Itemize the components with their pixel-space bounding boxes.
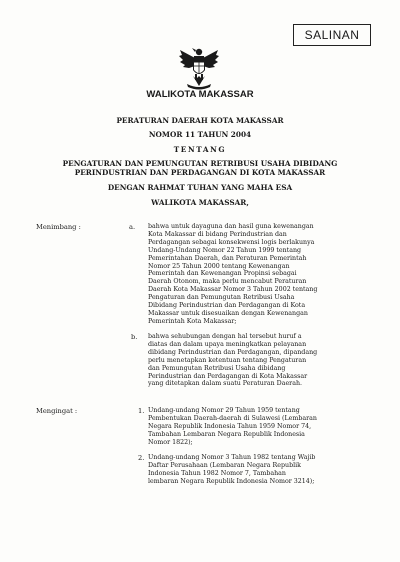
about-heading: TENTANG: [173, 145, 227, 154]
menimbang-b-text: bahwa sehubungan dengan hal tersebut huruf a diatas dan dalam upaya meningkatkan pelayanan dibidang Perindustrian dan Perdagangan, dipandang perlu menetapkan ketentuan tentang Pengaturan dan Pemungutan Retribusi Usaha dibidang Perindustrian dan Perdagangan di Kota Makassar yang ditetapkan dalam suatu Peraturan Daerah.: [148, 333, 318, 388]
grace-line: DENGAN RAHMAT TUHAN YANG MAHA ESA: [107, 183, 293, 192]
regulation-number: NOMOR 11 TAHUN 2004: [148, 130, 252, 139]
mengingat-2-text: Undang-undang Nomor 3 Tahun 1982 tentang Wajib Daftar Perusahaan (Lembaran Negara Republik Indonesia Tahun 1982 Nomor 7, Tambahan lembaran Negara Republik Indonesia Nomor 3214);: [148, 454, 316, 485]
regulation-title: PERATURAN DAERAH KOTA MAKASSAR: [116, 116, 284, 125]
subject-line-1: PENGATURAN DAN PEMUNGUTAN RETRIBUSI USAHA DIBIDANG: [62, 159, 338, 168]
mengingat-label: Mengingat :: [36, 407, 78, 415]
subject-line-2: PERINDUSTRIAN DAN PERDAGANGAN DI KOTA MAKASSAR: [74, 168, 326, 177]
menimbang-label: Menimbang :: [36, 223, 81, 231]
regent-line: WALIKOTA MAKASSAR,: [151, 198, 249, 207]
mengingat-1-text: Undang-undang Nomor 29 Tahun 1959 tentang Pembentukan Daerah-daerah di Sulawesi (Lembaran Negara Republik Indonesia Tahun 1959 Nomor 74, Tambahan Lembaran Negara Republik Indonesia Nomor 1822);: [148, 407, 317, 446]
menimbang-a-text: bahwa untuk dayaguna dan hasil guna kewenangan Kota Makassar di bidang Perindustrian dan Perdagangan sebagai konsekwensi logis berlakunya Undang-Undang Nomor 22 Tahun 1999 tentang Pemerintahan Daerah, dan Peraturan Pemerintah Nomor 25 Tahun 2000 tentang Kewenangan Pemerintah dan Kewenangan Propinsi sebagai Daerah Otonom, maka perlu mencabut Peraturan Daerah Kota Makassar Nomor 3 Tahun 2002 tentang Pengaturan dan Pemungutan Retribusi Usaha Dibidang Perindustrian dan Perdagangan di Kota Makassar untuk disesuaikan dengan Kewenangan Pemerintah Kota Makassar;: [148, 223, 318, 325]
garuda-emblem-icon: [178, 46, 220, 92]
menimbang-b-marker: b.: [131, 333, 138, 341]
mengingat-1-marker: 1.: [138, 407, 145, 415]
menimbang-a-marker: a.: [129, 223, 136, 231]
mengingat-2-marker: 2.: [138, 454, 145, 462]
salinan-stamp: SALINAN: [293, 24, 371, 46]
regent-heading: WALIKOTA MAKASSAR: [146, 89, 254, 100]
